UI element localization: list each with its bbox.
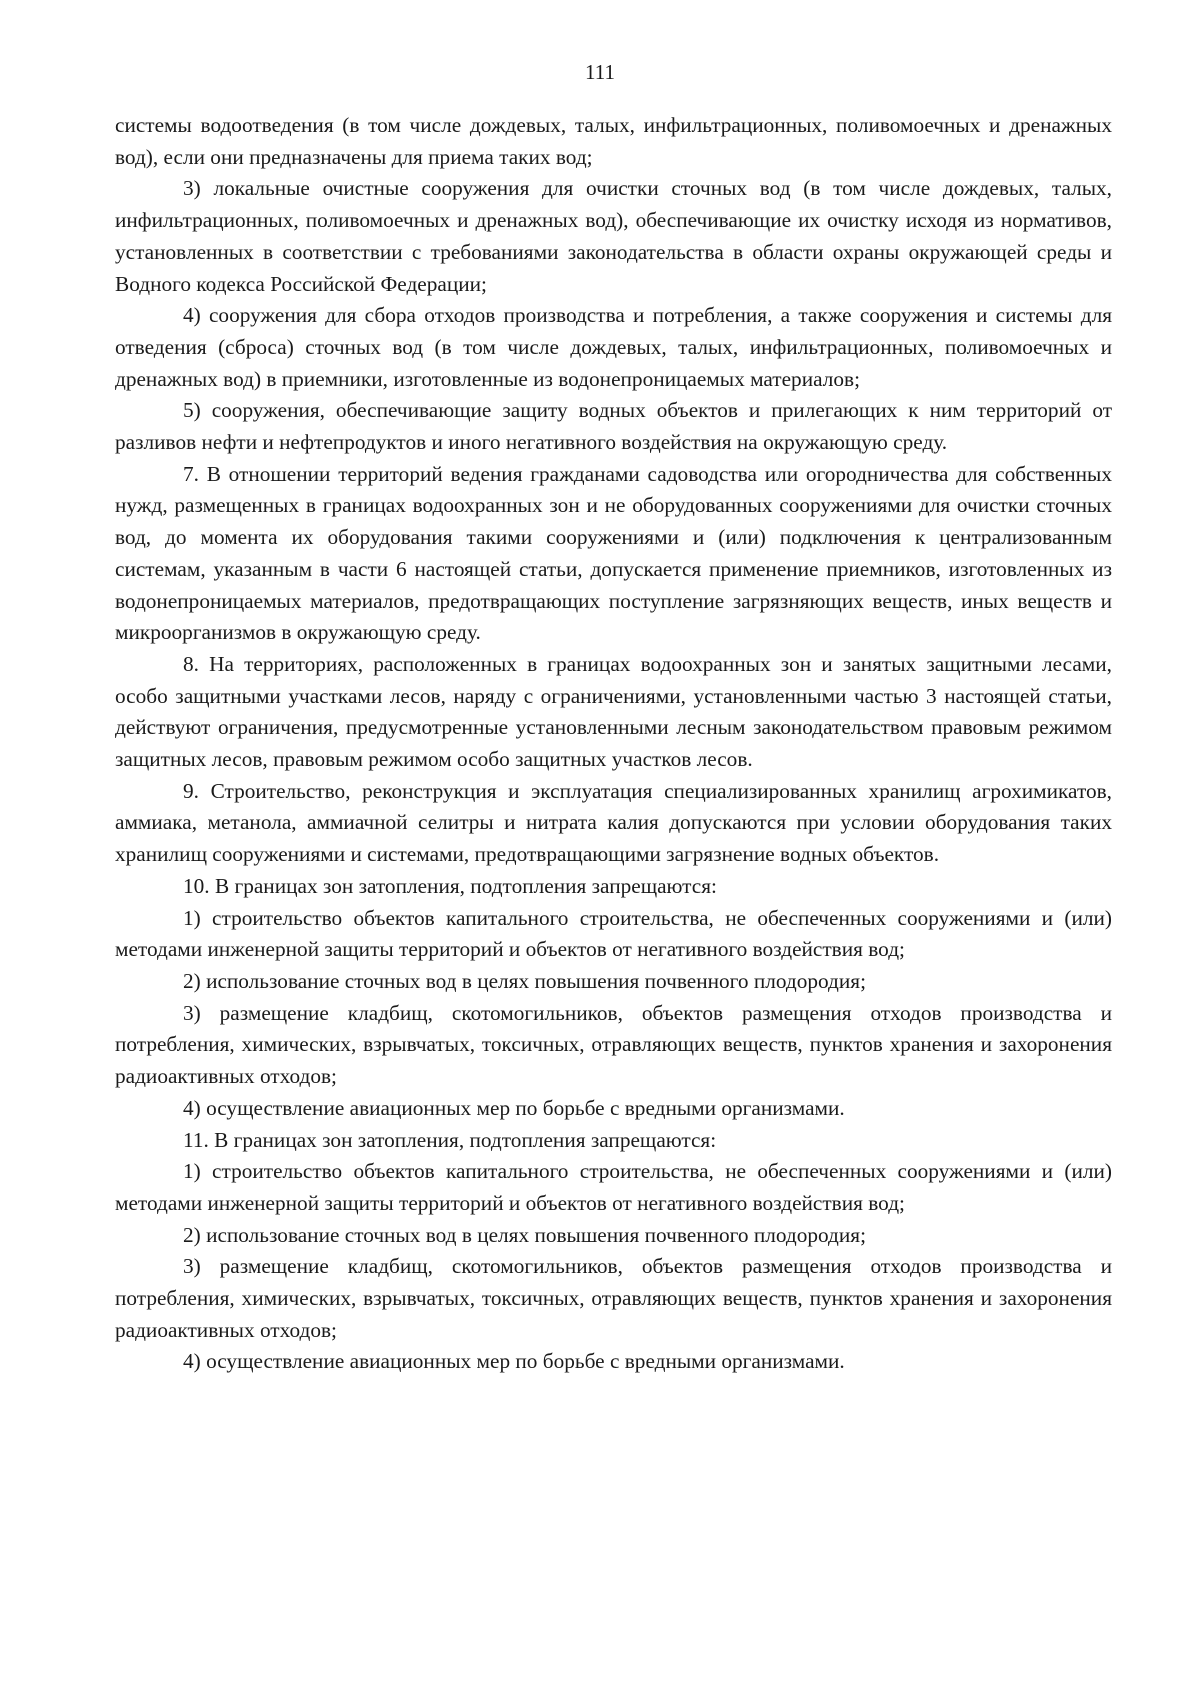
paragraph: 3) размещение кладбищ, скотомогильников, объектов размещения отходов производства и потребления, химических, взрывчатых, токсичных, отравляющих веществ, пунктов хранения и захоронения радиоактивных отходов; bbox=[115, 1254, 1112, 1342]
paragraph: 5) сооружения, обеспечивающие защиту водных объектов и прилегающих к ним территорий от разливов нефти и нефтепродуктов и иного негативного воздействия на окружающую среду. bbox=[115, 398, 1112, 455]
paragraph: 7. В отношении территорий ведения гражданами садоводства или огородничества для собственных нужд, размещенных в границах водоохранных зон и не оборудованных сооружениями для очистки сточных вод, до момента их оборудования такими сооружениями и (или) подключения к централизованным системам, указанным в части 6 настоящей статьи, допускается применение приемников, изготовленных из водонепроницаемых материалов, предотвращающих поступление загрязняющих веществ, иных веществ и микроорганизмов в окружающую среду. bbox=[115, 461, 1112, 645]
paragraph: 2) использование сточных вод в целях повышения почвенного плодородия; bbox=[183, 968, 867, 993]
paragraph: 9. Строительство, реконструкция и эксплуатация специализированных хранилищ агрохимикатов, аммиака, метанола, аммиачной селитры и нитрата калия допускаются при условии оборудования таких хранилищ сооружениями и системами, предотвращающими загрязнение водных объектов. bbox=[115, 778, 1112, 867]
paragraph: 4) осуществление авиационных мер по борьбе с вредными организмами. bbox=[183, 1095, 845, 1120]
paragraph: 8. На территориях, расположенных в границах водоохранных зон и занятых защитными лесами, особо защитными участками лесов, наряду с ограничениями, установленными частью 3 настоящей статьи, действуют ограничения, предусмотренные установленными лесным законодательством правовым режимом защитных лесов, правовым режимом особо защитных участков лесов. bbox=[115, 651, 1112, 772]
paragraph: системы водоотведения (в том числе дождевых, талых, инфильтрационных, поливомоечных и дренажных вод), если они предназначены для приема таких вод; bbox=[115, 113, 1112, 169]
paragraph: 3) локальные очистные сооружения для очистки сточных вод (в том числе дождевых, талых, инфильтрационных, поливомоечных и дренажных вод), обеспечивающие их очистку исходя из нормативов, установленных в соответствии с требованиями законодательства в области охраны окружающей среды и Водного кодекса Российской Федерации; bbox=[115, 176, 1112, 296]
paragraph: 11. В границах зон затопления, подтопления запрещаются: bbox=[183, 1127, 717, 1152]
paragraph: 3) размещение кладбищ, скотомогильников, объектов размещения отходов производства и потребления, химических, взрывчатых, токсичных, отравляющих веществ, пунктов хранения и захоронения радиоактивных отходов; bbox=[115, 1000, 1112, 1089]
paragraph: 4) сооружения для сбора отходов производства и потребления, а также сооружения и системы для отведения (сброса) сточных вод (в том числе дождевых, талых, инфильтрационных, поливомоечных и дренажных вод) в приемники, изготовленные из водонепроницаемых материалов; bbox=[115, 303, 1112, 391]
paragraph: 2) использование сточных вод в целях повышения почвенного плодородия; bbox=[183, 1222, 867, 1247]
paragraph: 4) осуществление авиационных мер по борьбе с вредными организмами. bbox=[183, 1349, 845, 1374]
paragraph: 10. В границах зон затопления, подтопления запрещаются: bbox=[183, 873, 717, 898]
page-number: 111 bbox=[585, 60, 615, 84]
paragraph: 1) строительство объектов капитального строительства, не обеспеченных сооружениями и (или) методами инженерной защиты территорий и объектов от негативного воздействия вод; bbox=[115, 905, 1112, 962]
paragraph: 1) строительство объектов капитального строительства, не обеспеченных сооружениями и (или) методами инженерной защиты территорий и объектов от негативного воздействия вод; bbox=[115, 1159, 1112, 1215]
document-body bbox=[115, 110, 1112, 1378]
